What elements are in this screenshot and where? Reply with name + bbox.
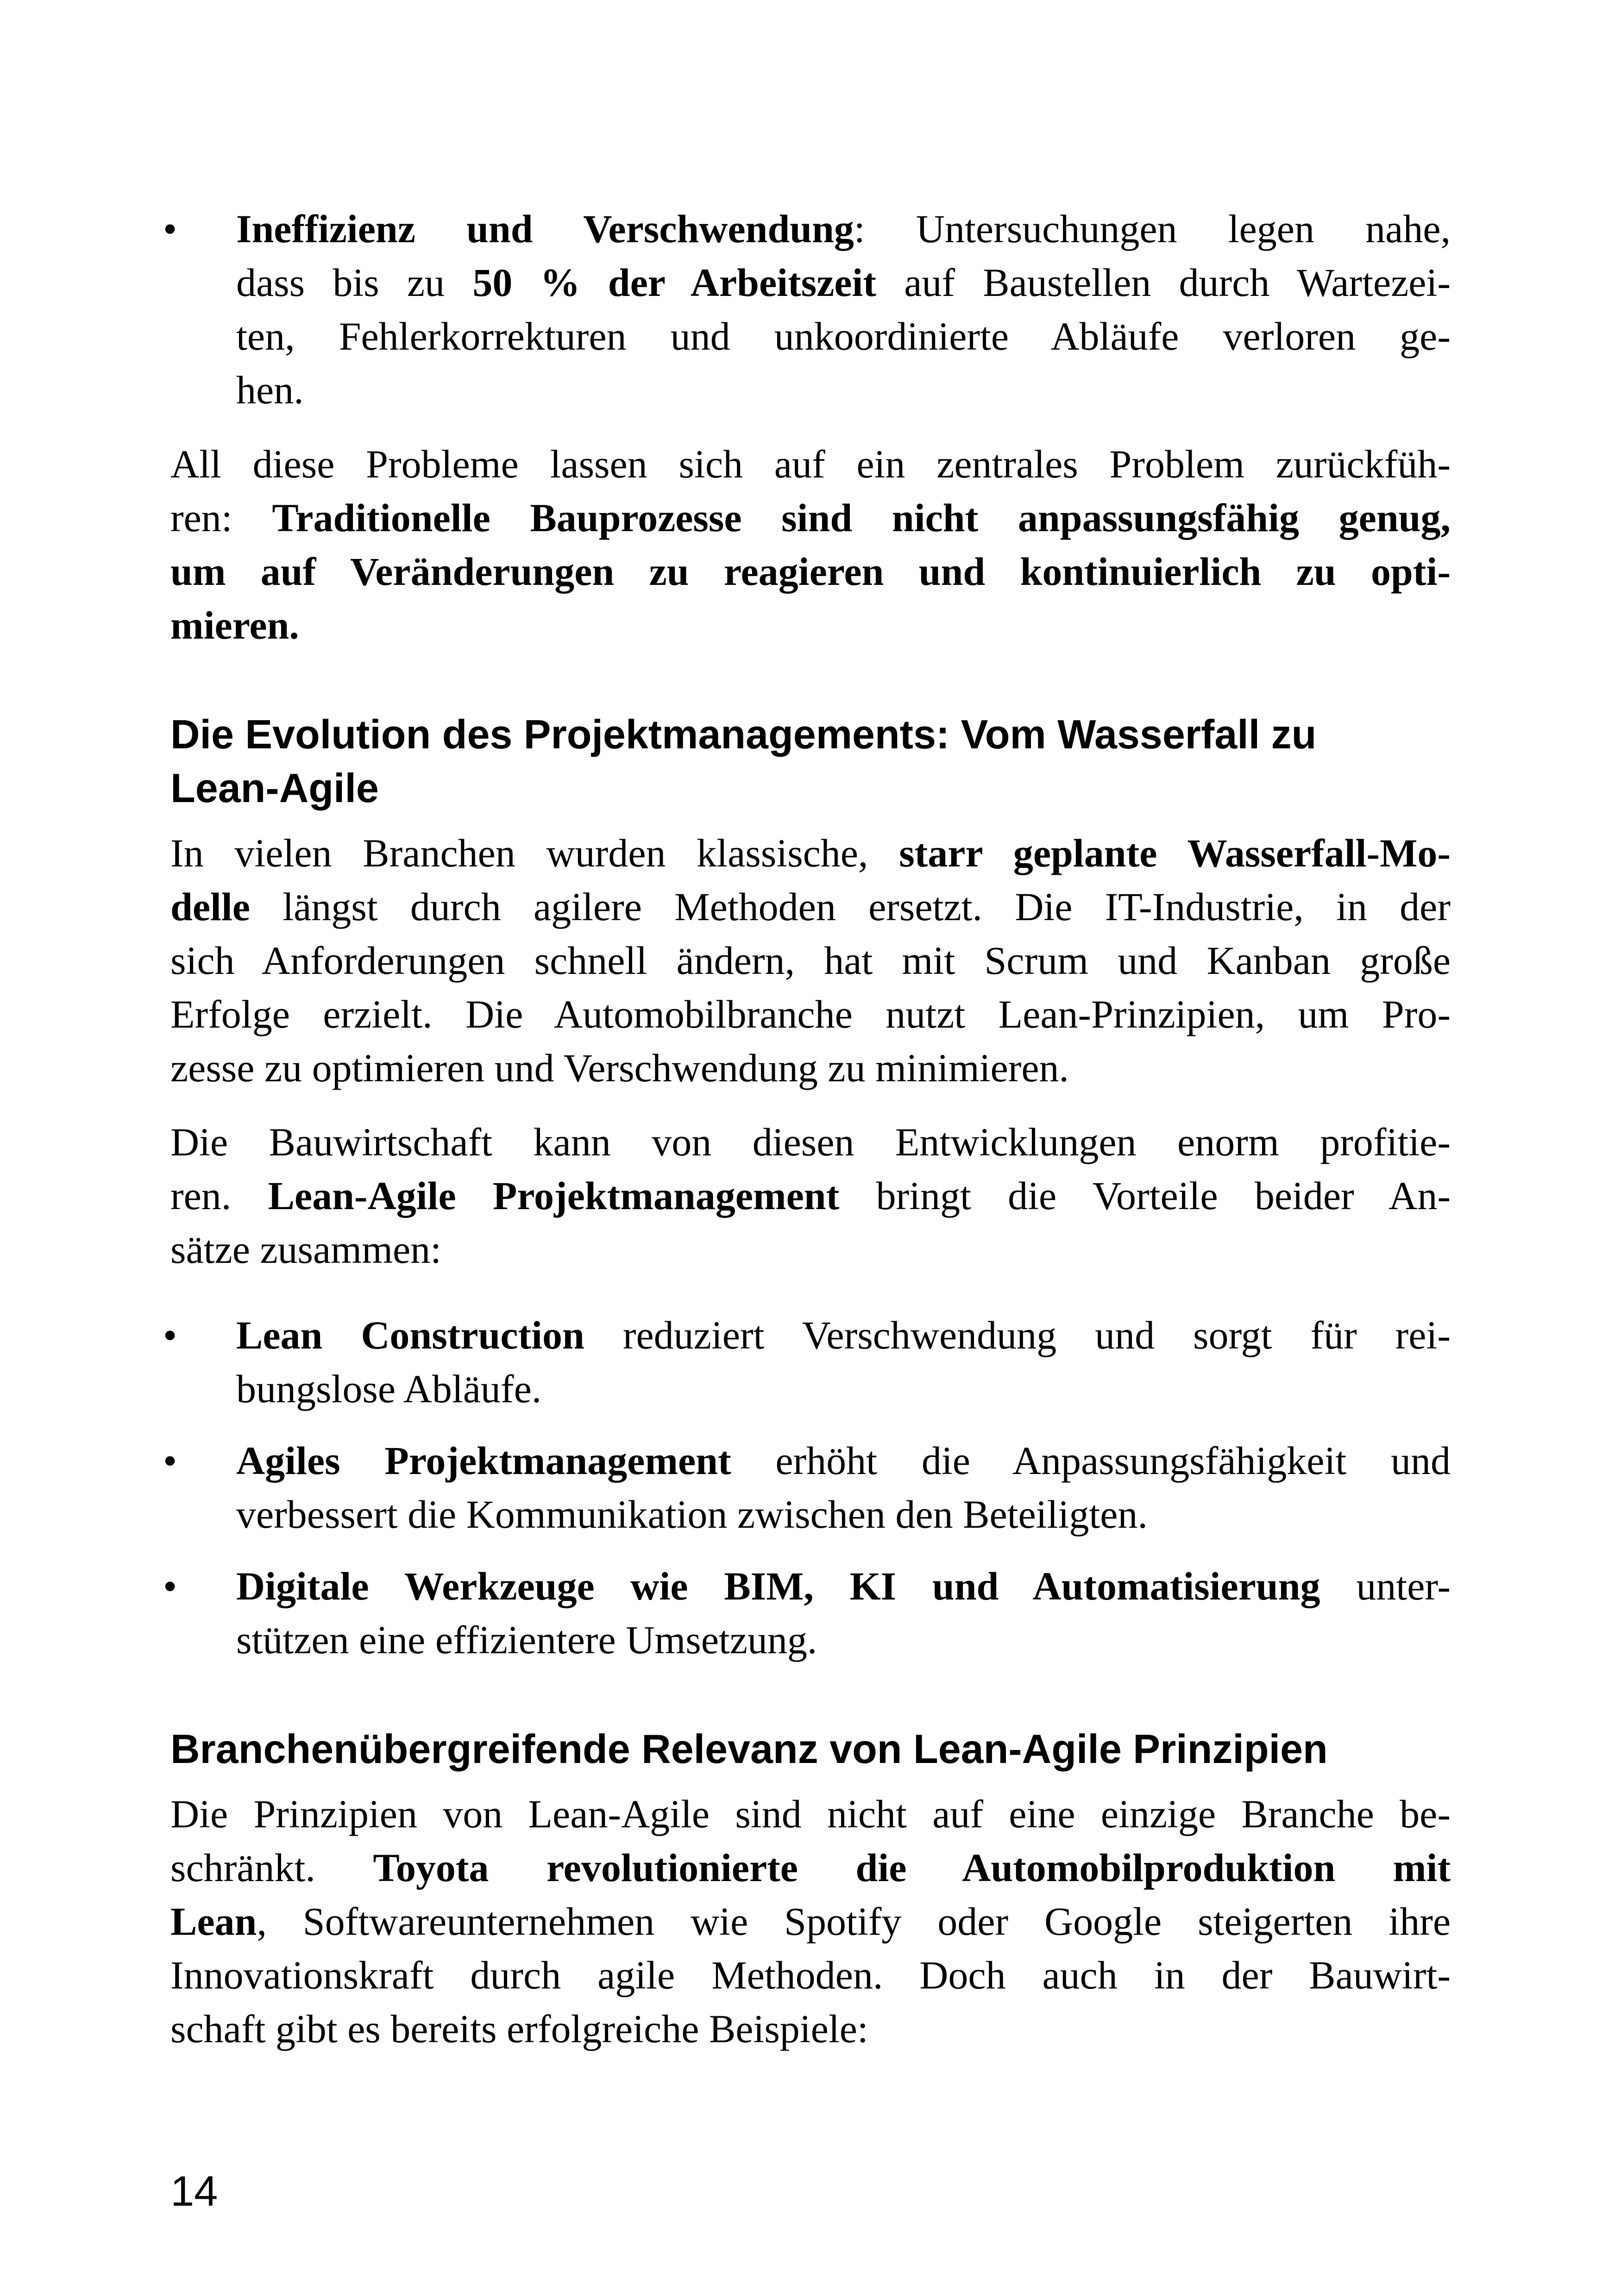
text-line: sich Anforderungen schnell ändern, hat mit Scrum und Kanban große	[170, 938, 1451, 983]
text-line: hen.	[236, 368, 304, 412]
text-line: stützen eine effizientere Umsetzung.	[236, 1618, 817, 1662]
text-line: Die Prinzipien von Lean-Agile sind nicht auf eine einzige Branche be-	[170, 1792, 1451, 1836]
text-line: Die Bauwirtschaft kann von diesen Entwicklungen enorm profitie-	[170, 1120, 1451, 1164]
text-line: ten, Fehlerkorrekturen und unkoordinierte Abläufe verloren ge-	[236, 314, 1451, 358]
heading-line: Lean-Agile	[170, 765, 379, 811]
paragraph-principles	[170, 1787, 1451, 2056]
text-line: dass bis zu 50 % der Arbeitszeit auf Baustellen durch Wartezei-	[236, 260, 1451, 305]
text-line: verbessert die Kommunikation zwischen den Beteiligten.	[236, 1492, 1148, 1537]
text-line: Agiles Projektmanagement erhöht die Anpassungsfähigkeit und	[236, 1438, 1451, 1483]
section-heading-relevance	[170, 1722, 1451, 1776]
paragraph-waterfall-models	[170, 826, 1451, 1095]
list-item-text	[236, 1559, 1451, 1667]
paragraph-lean-agile-benefits	[170, 1115, 1451, 1276]
bullet-list-approaches	[163, 1308, 1451, 1667]
text-line: In vielen Branchen wurden klassische, starr geplante Wasserfall-Mo-	[170, 831, 1451, 875]
text-line: bungslose Abläufe.	[236, 1367, 542, 1411]
text-line: Digitale Werkzeuge wie BIM, KI und Automatisierung unter-	[236, 1564, 1451, 1608]
bullet-icon: •	[163, 1438, 177, 1483]
paragraph-central-problem	[170, 437, 1451, 652]
text-line: schränkt. Toyota revolutionierte die Automobilproduktion mit	[170, 1845, 1451, 1890]
text-line: Erfolge erzielt. Die Automobilbranche nutzt Lean-Prinzipien, um Pro-	[170, 992, 1451, 1036]
text-line: mieren.	[170, 603, 299, 647]
text-line: ren. Lean-Agile Projektmanagement bringt die Vorteile beider An-	[170, 1173, 1451, 1218]
text-line: All diese Probleme lassen sich auf ein zentrales Problem zurückfüh-	[170, 442, 1451, 486]
text-line: Innovationskraft durch agile Methoden. Doch auch in der Bauwirt-	[170, 1953, 1451, 1997]
bullet-icon: •	[163, 1564, 177, 1608]
text-line: ren: Traditionelle Bauprozesse sind nicht anpassungsfähig genug,	[170, 496, 1451, 540]
text-line: Ineffizienz und Verschwendung: Untersuchungen legen nahe,	[236, 207, 1451, 251]
text-line: zesse zu optimieren und Verschwendung zu minimieren.	[170, 1046, 1069, 1090]
heading-line: Die Evolution des Projektmanagements: Vom Wasserfall zu	[170, 711, 1317, 757]
text-line: sätze zusammen:	[170, 1227, 442, 1272]
list-item	[163, 1434, 1451, 1541]
bullet-list-problems	[163, 202, 1451, 417]
page-number: 14	[170, 2168, 218, 2215]
list-item	[163, 202, 1451, 417]
bullet-icon: •	[163, 207, 177, 251]
list-item	[163, 1559, 1451, 1667]
list-item	[163, 1308, 1451, 1416]
list-item-text	[236, 202, 1451, 417]
bullet-icon: •	[163, 1313, 177, 1357]
text-line: Lean, Softwareunternehmen wie Spotify oder Google steigerten ihre	[170, 1899, 1451, 1944]
text-line: delle längst durch agilere Methoden ersetzt. Die IT-Industrie, in der	[170, 885, 1451, 929]
section-heading-evolution	[170, 708, 1451, 815]
list-item-text	[236, 1434, 1451, 1541]
list-item-text	[236, 1308, 1451, 1416]
text-line: schaft gibt es bereits erfolgreiche Beispiele:	[170, 2007, 868, 2051]
text-line: um auf Veränderungen zu reagieren und kontinuierlich zu opti-	[170, 549, 1451, 594]
text-line: Lean Construction reduziert Verschwendung und sorgt für rei-	[236, 1313, 1451, 1357]
heading-line: Branchenübergreifende Relevanz von Lean-Agile Prinzipien	[170, 1726, 1328, 1772]
